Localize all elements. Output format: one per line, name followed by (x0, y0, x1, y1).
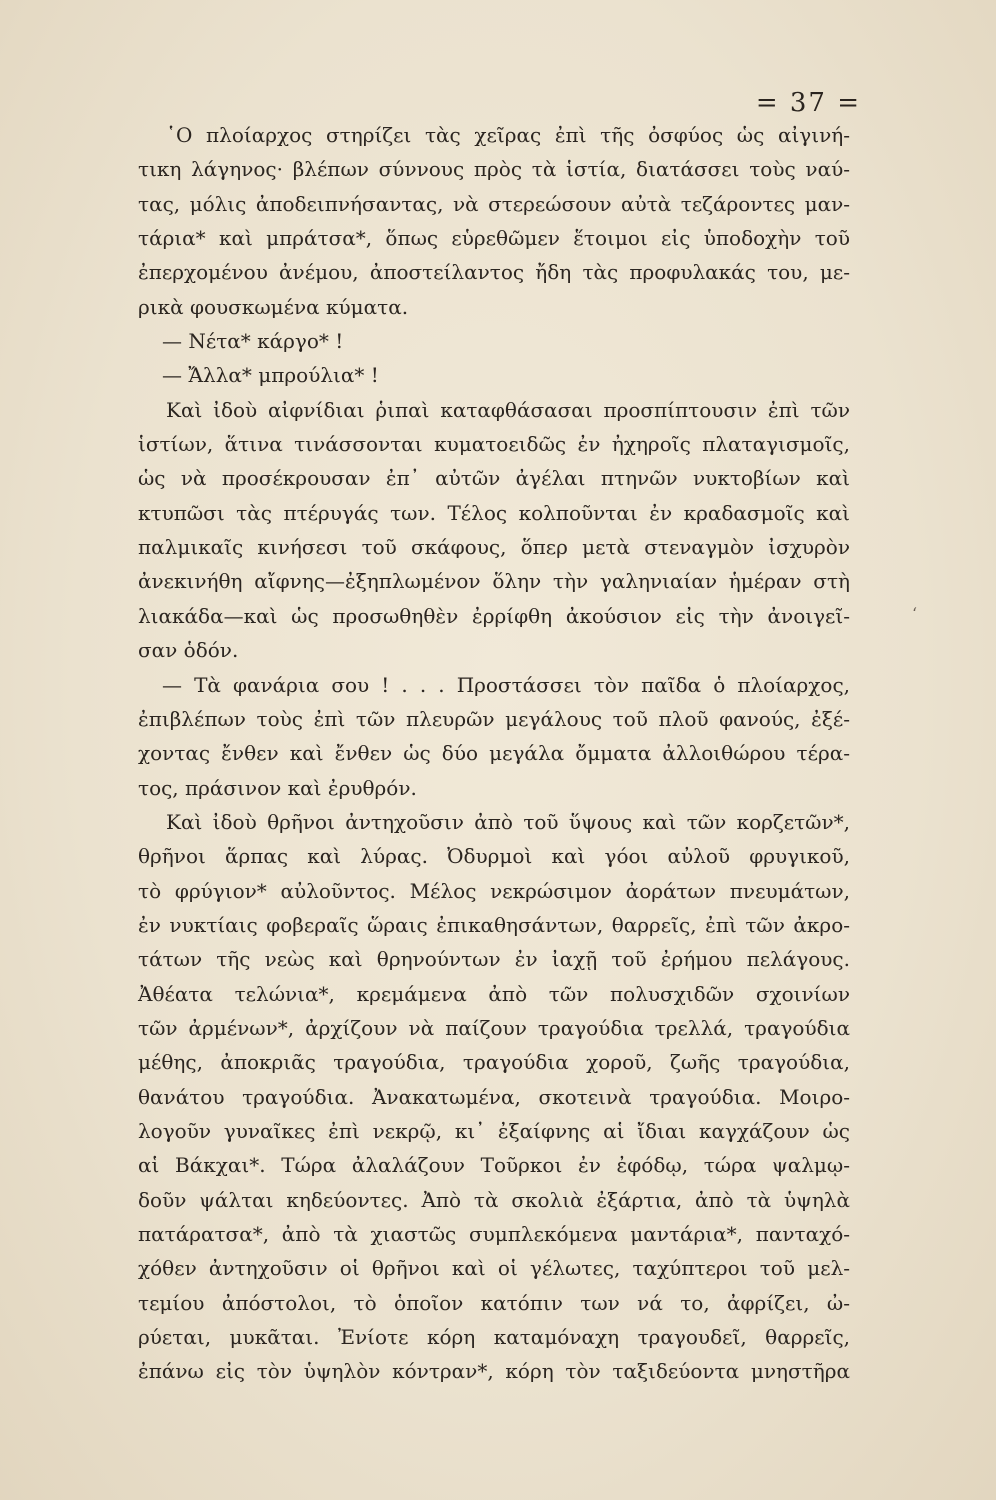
text-line: λιακάδα—καὶ ὡς προσωθηθὲν ἐρρίφθη ἀκούσιον εἰς τὴν ἀνοιγεῖ- (138, 603, 850, 628)
text-line: Ἀθέατα τελώνια*, κρεμάμενα ἀπὸ τῶν πολυσχιδῶν σχοινίων (138, 981, 850, 1006)
text-line: τῶν ἀρμένων*, ἀρχίζουν νὰ παίζουν τραγούδια τρελλά, τραγούδια (138, 1015, 850, 1040)
text-line: θανάτου τραγούδια. Ἀνακατωμένα, σκοτεινὰ τραγούδια. Μοιρο- (138, 1084, 850, 1109)
text-line: Καὶ ἰδοὺ αἰφνίδιαι ῥιπαὶ καταφθάσασαι προσπίπτουσιν ἐπὶ τῶν (166, 397, 850, 422)
text-line: χοντας ἔνθεν καὶ ἔνθεν ὡς δύο μεγάλα ὄμματα ἀλλοιθώρου τέρα- (138, 741, 850, 766)
text-line: Καὶ ἰδοὺ θρῆνοι ἀντηχοῦσιν ἀπὸ τοῦ ὕψους καὶ τῶν κορζετῶν*, (166, 809, 850, 834)
dialog-line: — Νέτα* κάργο* ! (162, 329, 344, 354)
text-line: κτυπῶσι τὰς πτέρυγάς των. Τέλος κολποῦνται ἐν κραδασμοῖς καὶ (138, 500, 850, 525)
dialog-line: — Τὰ φανάρια σου ! . . . Προστάσσει τὸν παῖδα ὁ πλοίαρχος, (162, 672, 850, 697)
text-line: λογοῦν γυναῖκες ἐπὶ νεκρῷ, κι᾿ ἐξαίφνης αἱ ἴδιαι καγχάζουν ὡς (138, 1118, 850, 1143)
text-line: τας, μόλις ἀποδειπνήσαντας, νὰ στερεώσουν αὐτὰ τεζάροντες μαν- (138, 191, 850, 216)
text-line: θρῆνοι ἅρπας καὶ λύρας. Ὀδυρμοὶ καὶ γόοι αὐλοῦ φρυγικοῦ, (138, 844, 850, 869)
page-number: = 37 = (755, 88, 861, 118)
text-line: παλμικαῖς κινήσεσι τοῦ σκάφους, ὅπερ μετὰ στεναγμὸν ἰσχυρὸν (138, 535, 850, 560)
text-line: ἱστίων, ἅτινα τινάσσονται κυματοειδῶς ἐν ἠχηροῖς πλαταγισμοῖς, (138, 432, 850, 457)
text-line: ἐν νυκτίαις φοβεραῖς ὥραις ἐπικαθησάντων, θαρρεῖς, ἐπὶ τῶν ἀκρο- (138, 912, 850, 937)
text-line: ἐπιβλέπων τοὺς ἐπὶ τῶν πλευρῶν μεγάλους τοῦ πλοῦ φανούς, ἐξέ- (138, 706, 850, 731)
text-line: πατάρατσα*, ἀπὸ τὰ χιαστῶς συμπλεκόμενα μαντάρια*, πανταχό- (138, 1222, 850, 1246)
text-line: ρικὰ φουσκωμένα κύματα. (138, 294, 409, 319)
text-line: ἐπερχομένου ἀνέμου, ἀποστείλαντος ἤδη τὰς προφυλακάς του, με- (138, 260, 850, 285)
text-line: τάτων τῆς νεὼς καὶ θρηνούντων ἐν ἰαχῇ τοῦ ἐρήμου πελάγους. (138, 947, 850, 972)
text-line: τεμίου ἀπόστολοι, τὸ ὁποῖον κατόπιν των νά το, ἀφρίζει, ὠ- (138, 1290, 850, 1315)
text-line: αἱ Βάκχαι*. Τώρα ἀλαλάζουν Τοῦρκοι ἐν ἐφόδῳ, τώρα ψαλμῳ- (138, 1153, 850, 1178)
text-line: δοῦν ψάλται κηδεύοντες. Ἀπὸ τὰ σκολιὰ ἐξάρτια, ἀπὸ τὰ ὑψηλὰ (138, 1187, 850, 1212)
text-line: χόθεν ἀντηχοῦσιν οἱ θρῆνοι καὶ οἱ γέλωτες, ταχύπτεροι τοῦ μελ- (138, 1256, 850, 1281)
text-line: ῾Ο πλοίαρχος στηρίζει τὰς χεῖρας ἐπὶ τῆς ὀσφύος ὡς αἰγινή- (166, 123, 850, 147)
text-line: τικη λάγηνος· βλέπων σύννους πρὸς τὰ ἱστία, διατάσσει τοὺς ναύ- (138, 157, 850, 182)
body-text (138, 118, 850, 1389)
text-line: ἀνεκινήθη αἴφνης—ἐξηπλωμένον ὅλην τὴν γαληνιαίαν ἡμέραν στὴ (138, 569, 850, 594)
text-line: τὸ φρύγιον* αὐλοῦντος. Μέλος νεκρώσιμον ἀοράτων πνευμάτων, (138, 878, 850, 903)
text-line: μέθης, ἀποκριᾶς τραγούδια, τραγούδια χοροῦ, ζωῆς τραγούδια, (138, 1050, 850, 1075)
text-line: σαν ὁδόν. (138, 638, 239, 663)
text-line: τάρια* καὶ μπράτσα*, ὅπως εὑρεθῶμεν ἕτοιμοι εἰς ὑποδοχὴν τοῦ (138, 226, 850, 251)
text-line: ρύεται, μυκᾶται. Ἐνίοτε κόρη καταμόναχη τραγουδεῖ, θαρρεῖς, (138, 1325, 850, 1350)
text-line: ὡς νὰ προσέκρουσαν ἐπ᾿ αὐτῶν ἀγέλαι πτηνῶν νυκτοβίων καὶ (138, 466, 850, 491)
text-line: ἐπάνω εἰς τὸν ὑψηλὸν κόντραν*, κόρη τὸν ταξιδεύοντα μνηστῆρα (138, 1359, 850, 1384)
dialog-line: — Ἄλλα* μπρούλια* ! (162, 363, 379, 388)
stray-mark: ‘ (912, 604, 918, 623)
text-line: τος, πράσινον καὶ ἐρυθρόν. (138, 775, 417, 800)
